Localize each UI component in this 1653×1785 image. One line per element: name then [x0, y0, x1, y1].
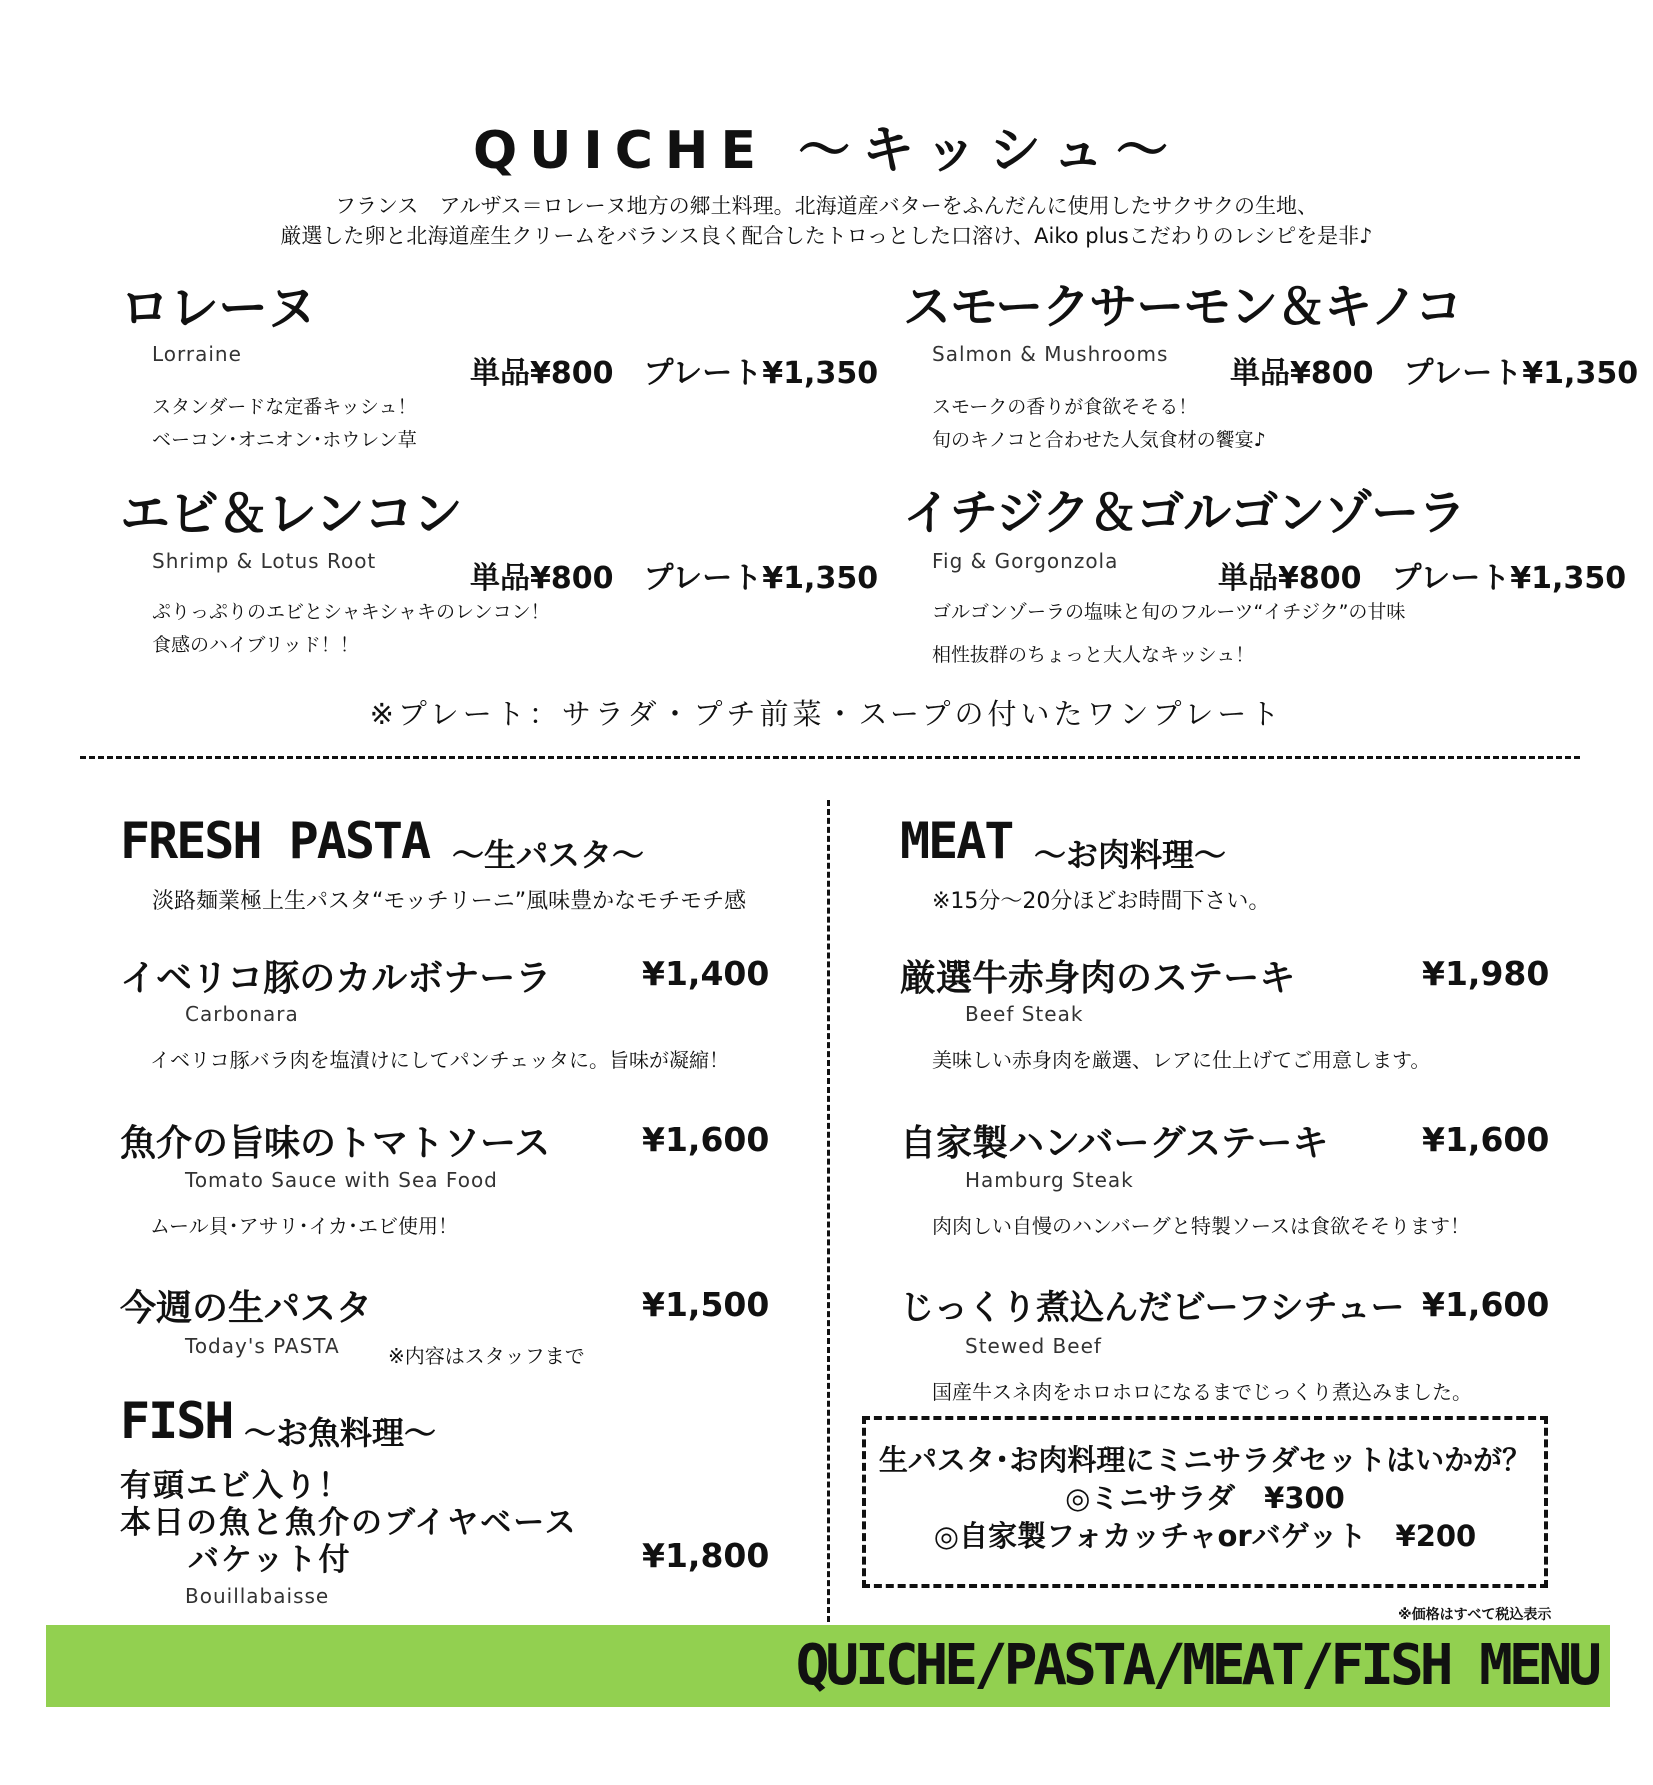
- quiche-desc1-lorraine: スタンダードな定番キッシュ！: [152, 396, 417, 418]
- pasta-desc-tomato: ムール貝･アサリ･イカ･エビ使用！: [150, 1214, 458, 1238]
- quiche-intro-line2: 厳選した卵と北海道産生クリームをバランス良く配合したトロっとした口溶け、Aiko plusこだわりのレシピを是非♪: [280, 224, 1373, 248]
- quiche-desc1-fig: ゴルゴンゾーラの塩味と旬のフルーツ“イチジク”の甘味: [932, 601, 1406, 623]
- salad-set-line3: ◎自家製フォカッチャorバゲット ¥200: [933, 1519, 1477, 1553]
- meat-name-steak: 厳選牛赤身肉のステーキ: [900, 958, 1296, 999]
- quiche-desc1-salmon: スモークの香りが食欲そそる！: [932, 396, 1198, 418]
- salad-set-line1: 生パスタ･お肉料理にミニサラダセットはいかが？: [878, 1443, 1532, 1477]
- meat-price-steak: ¥1,980: [1422, 954, 1550, 993]
- quiche-title: QUICHE ～キッシュ～: [472, 121, 1180, 181]
- pasta-subtitle: ～生パスタ～: [452, 836, 645, 874]
- quiche-price-salmon: 単品¥800 プレート¥1,350: [1230, 356, 1639, 391]
- meat-desc-steak: 美味しい赤身肉を厳選、レアに仕上げてご用意します。: [932, 1048, 1431, 1072]
- pasta-price-tomato: ¥1,600: [642, 1120, 770, 1159]
- quiche-name-shrimp: エビ＆レンコン: [120, 485, 462, 543]
- meat-price-stew: ¥1,600: [1422, 1285, 1550, 1324]
- meat-en-steak: Beef Steak: [965, 1002, 1084, 1026]
- quiche-price-fig: 単品¥800 プレート¥1,350: [1218, 561, 1627, 596]
- footer-banner: [46, 1625, 1610, 1707]
- section-divider-horizontal: [80, 756, 1580, 759]
- pasta-name-weekly: 今週の生パスタ: [120, 1288, 373, 1329]
- quiche-name-lorraine: ロレーヌ: [120, 279, 316, 337]
- fish-line1: 有頭エビ入り！: [120, 1468, 351, 1504]
- plate-note: ※プレート：サラダ・プチ前菜・スープの付いたワンプレート: [369, 697, 1284, 731]
- quiche-desc1-shrimp: ぷりっぷりのエビとシャキシャキのレンコン！: [152, 601, 550, 623]
- quiche-name-salmon: スモークサーモン＆キノコ: [903, 279, 1462, 335]
- fish-price: ¥1,800: [642, 1536, 770, 1575]
- quiche-desc2-lorraine: ベーコン･オニオン･ホウレン草: [152, 429, 417, 451]
- pasta-en-weekly: Today's PASTA: [185, 1334, 340, 1358]
- meat-name-hamburg: 自家製ハンバーグステーキ: [900, 1123, 1329, 1164]
- fish-en: Bouillabaisse: [185, 1584, 330, 1608]
- quiche-price-shrimp: 単品¥800 プレート¥1,350: [470, 561, 879, 596]
- meat-en-hamburg: Hamburg Steak: [965, 1168, 1134, 1192]
- meat-price-hamburg: ¥1,600: [1422, 1120, 1550, 1159]
- pasta-name-tomato: 魚介の旨味のトマトソース: [120, 1123, 551, 1164]
- quiche-desc2-salmon: 旬のキノコと合わせた人気食材の饗宴♪: [932, 429, 1266, 451]
- quiche-price-lorraine: 単品¥800 プレート¥1,350: [470, 356, 879, 391]
- pasta-note-weekly: ※内容はスタッフまで: [388, 1344, 585, 1368]
- pasta-price-carbonara: ¥1,400: [642, 954, 770, 993]
- fish-title: FISH: [120, 1392, 233, 1450]
- fish-subtitle: ～お魚料理～: [244, 1414, 437, 1452]
- pasta-price-weekly: ¥1,500: [642, 1285, 770, 1324]
- quiche-en-salmon: Salmon & Mushrooms: [932, 342, 1169, 366]
- fish-line3: バケット付: [188, 1542, 352, 1578]
- pasta-desc-carbonara: イベリコ豚バラ肉を塩漬けにしてパンチェッタに。旨味が凝縮！: [150, 1048, 729, 1072]
- pasta-title: FRESH PASTA: [120, 812, 430, 870]
- tax-note: ※価格はすべて税込表示: [1398, 1607, 1552, 1623]
- meat-en-stew: Stewed Beef: [965, 1334, 1102, 1358]
- pasta-name-carbonara: イベリコ豚のカルボナーラ: [120, 958, 552, 999]
- quiche-intro-line1: フランス アルザス＝ロレーヌ地方の郷土料理。北海道産バターをふんだんに使用したサクサクの生地、: [334, 194, 1318, 218]
- meat-desc-hamburg: 肉肉しい自慢のハンバーグと特製ソースは食欲そそります！: [932, 1214, 1470, 1238]
- meat-name-stew: じっくり煮込んだビーフシチュー: [900, 1288, 1405, 1328]
- fish-line2: 本日の魚と魚介のブイヤベース: [120, 1505, 578, 1541]
- meat-desc-stew: 国産牛スネ肉をホロホロになるまでじっくり煮込みました。: [932, 1380, 1472, 1404]
- section-divider-vertical: [827, 800, 830, 1622]
- quiche-en-lorraine: Lorraine: [152, 342, 242, 366]
- meat-title: MEAT: [900, 812, 1013, 870]
- salad-set-line2: ◎ミニサラダ ¥300: [1065, 1481, 1345, 1515]
- footer-title: QUICHE/PASTA/MEAT/FISH MENU: [795, 1633, 1598, 1698]
- quiche-desc2-fig: 相性抜群のちょっと大人なキッシュ！: [932, 644, 1255, 666]
- quiche-name-fig: イチジク＆ゴルゴンゾーラ: [903, 485, 1466, 541]
- pasta-en-carbonara: Carbonara: [185, 1002, 299, 1026]
- quiche-en-shrimp: Shrimp & Lotus Root: [152, 549, 377, 573]
- pasta-en-tomato: Tomato Sauce with Sea Food: [185, 1168, 498, 1192]
- meat-lead: ※15分～20分ほどお時間下さい。: [932, 889, 1271, 914]
- quiche-desc2-shrimp: 食感のハイブリッド！！: [152, 634, 359, 656]
- meat-subtitle: ～お肉料理～: [1034, 836, 1227, 874]
- quiche-en-fig: Fig & Gorgonzola: [932, 549, 1119, 573]
- pasta-lead: 淡路麺業極上生パスタ“モッチリーニ”風味豊かなモチモチ感: [152, 889, 747, 914]
